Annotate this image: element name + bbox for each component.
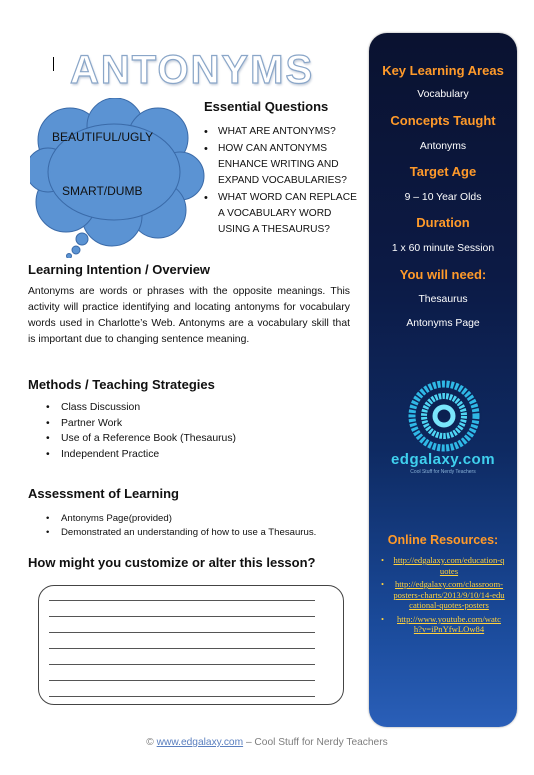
learning-intention-heading: Learning Intention / Overview bbox=[28, 262, 211, 277]
need-item: Antonyms Page bbox=[406, 318, 480, 329]
resource-link[interactable]: • http://edgalaxy.com/education-quotes bbox=[381, 555, 505, 576]
page-footer bbox=[0, 737, 534, 748]
need-item: Thesaurus bbox=[418, 294, 468, 305]
resource-link[interactable]: • http://edgalaxy.com/classroom-posters-charts/2013/9/10/14-educational-quotes-posters bbox=[381, 579, 505, 611]
key-learning-value: Vocabulary bbox=[417, 89, 469, 100]
cloud-word-smart-dumb: SMART/DUMB bbox=[62, 184, 143, 198]
copyright-symbol: © bbox=[146, 737, 154, 748]
key-learning-heading: Key Learning Areas bbox=[382, 63, 504, 78]
online-resources-heading: Online Resources: bbox=[387, 533, 499, 547]
list-item: • Use of a Reference Book (Thesaurus) bbox=[46, 431, 236, 447]
writing-box[interactable] bbox=[38, 585, 344, 705]
footer-link[interactable]: www.edgalaxy.com bbox=[156, 737, 244, 748]
online-resources-list bbox=[381, 555, 505, 638]
list-item: • Independent Practice bbox=[46, 447, 236, 463]
concepts-value: Antonyms bbox=[419, 141, 467, 152]
question-item: • HOW CAN ANTONYMS ENHANCE WRITING AND EXPAND VOCABULARIES? bbox=[204, 141, 364, 189]
list-item: • Demonstrated an understanding of how to use a Thesaurus. bbox=[46, 526, 316, 540]
you-will-need-heading: You will need: bbox=[399, 267, 487, 282]
footer-tagline: – Cool Stuff for Nerdy Teachers bbox=[245, 737, 388, 748]
target-age-heading: Target Age bbox=[409, 164, 477, 179]
writing-line bbox=[49, 680, 315, 681]
logo-wordmark: edgalaxy.com bbox=[390, 451, 496, 468]
duration-heading: Duration bbox=[416, 215, 470, 230]
writing-line bbox=[49, 664, 315, 665]
methods-heading: Methods / Teaching Strategies bbox=[28, 377, 215, 392]
list-item: • Partner Work bbox=[46, 416, 236, 432]
writing-line bbox=[49, 616, 315, 617]
list-item: • Antonyms Page(provided) bbox=[46, 512, 316, 526]
assessment-list bbox=[46, 512, 316, 540]
target-age-value: 9 – 10 Year Olds bbox=[404, 192, 482, 203]
question-item: • WHAT ARE ANTONYMS? bbox=[204, 124, 364, 140]
logo-tagline: Cool Stuff for Nerdy Teachers bbox=[410, 469, 476, 475]
resource-link[interactable]: • http://www.youtube.com/watch?v=iPnYfwLOw84 bbox=[381, 614, 505, 635]
learning-intention-text: Antonyms are words or phrases with the opposite meanings. This activity will practice identifying and locating antonyms for vocabulary words used in Charlotte’s Web. Antonyms are a vocabulary skill that is important due to changing sentence meaning. bbox=[28, 286, 350, 345]
assessment-heading: Assessment of Learning bbox=[28, 486, 179, 501]
writing-line bbox=[49, 696, 315, 697]
cloud-shape bbox=[30, 98, 205, 258]
writing-line bbox=[49, 648, 315, 649]
essential-questions-heading: Essential Questions bbox=[204, 99, 329, 114]
duration-value: 1 x 60 minute Session bbox=[391, 243, 495, 254]
methods-list bbox=[46, 400, 236, 462]
page-title: ANTONYMS bbox=[70, 48, 315, 92]
concepts-heading: Concepts Taught bbox=[390, 113, 496, 128]
customize-heading: How might you customize or alter this lesson? bbox=[28, 555, 316, 570]
question-item: • WHAT WORD CAN REPLACE A VOCABULARY WORD USING A THESAURUS? bbox=[204, 190, 364, 238]
essential-questions-list bbox=[204, 124, 364, 239]
cloud-word-beautiful-ugly: BEAUTIFUL/UGLY bbox=[52, 130, 154, 144]
info-sidebar bbox=[369, 33, 517, 727]
thought-cloud bbox=[30, 98, 205, 258]
text-cursor bbox=[53, 57, 54, 71]
writing-line bbox=[49, 600, 315, 601]
writing-line bbox=[49, 632, 315, 633]
list-item: • Class Discussion bbox=[46, 400, 236, 416]
